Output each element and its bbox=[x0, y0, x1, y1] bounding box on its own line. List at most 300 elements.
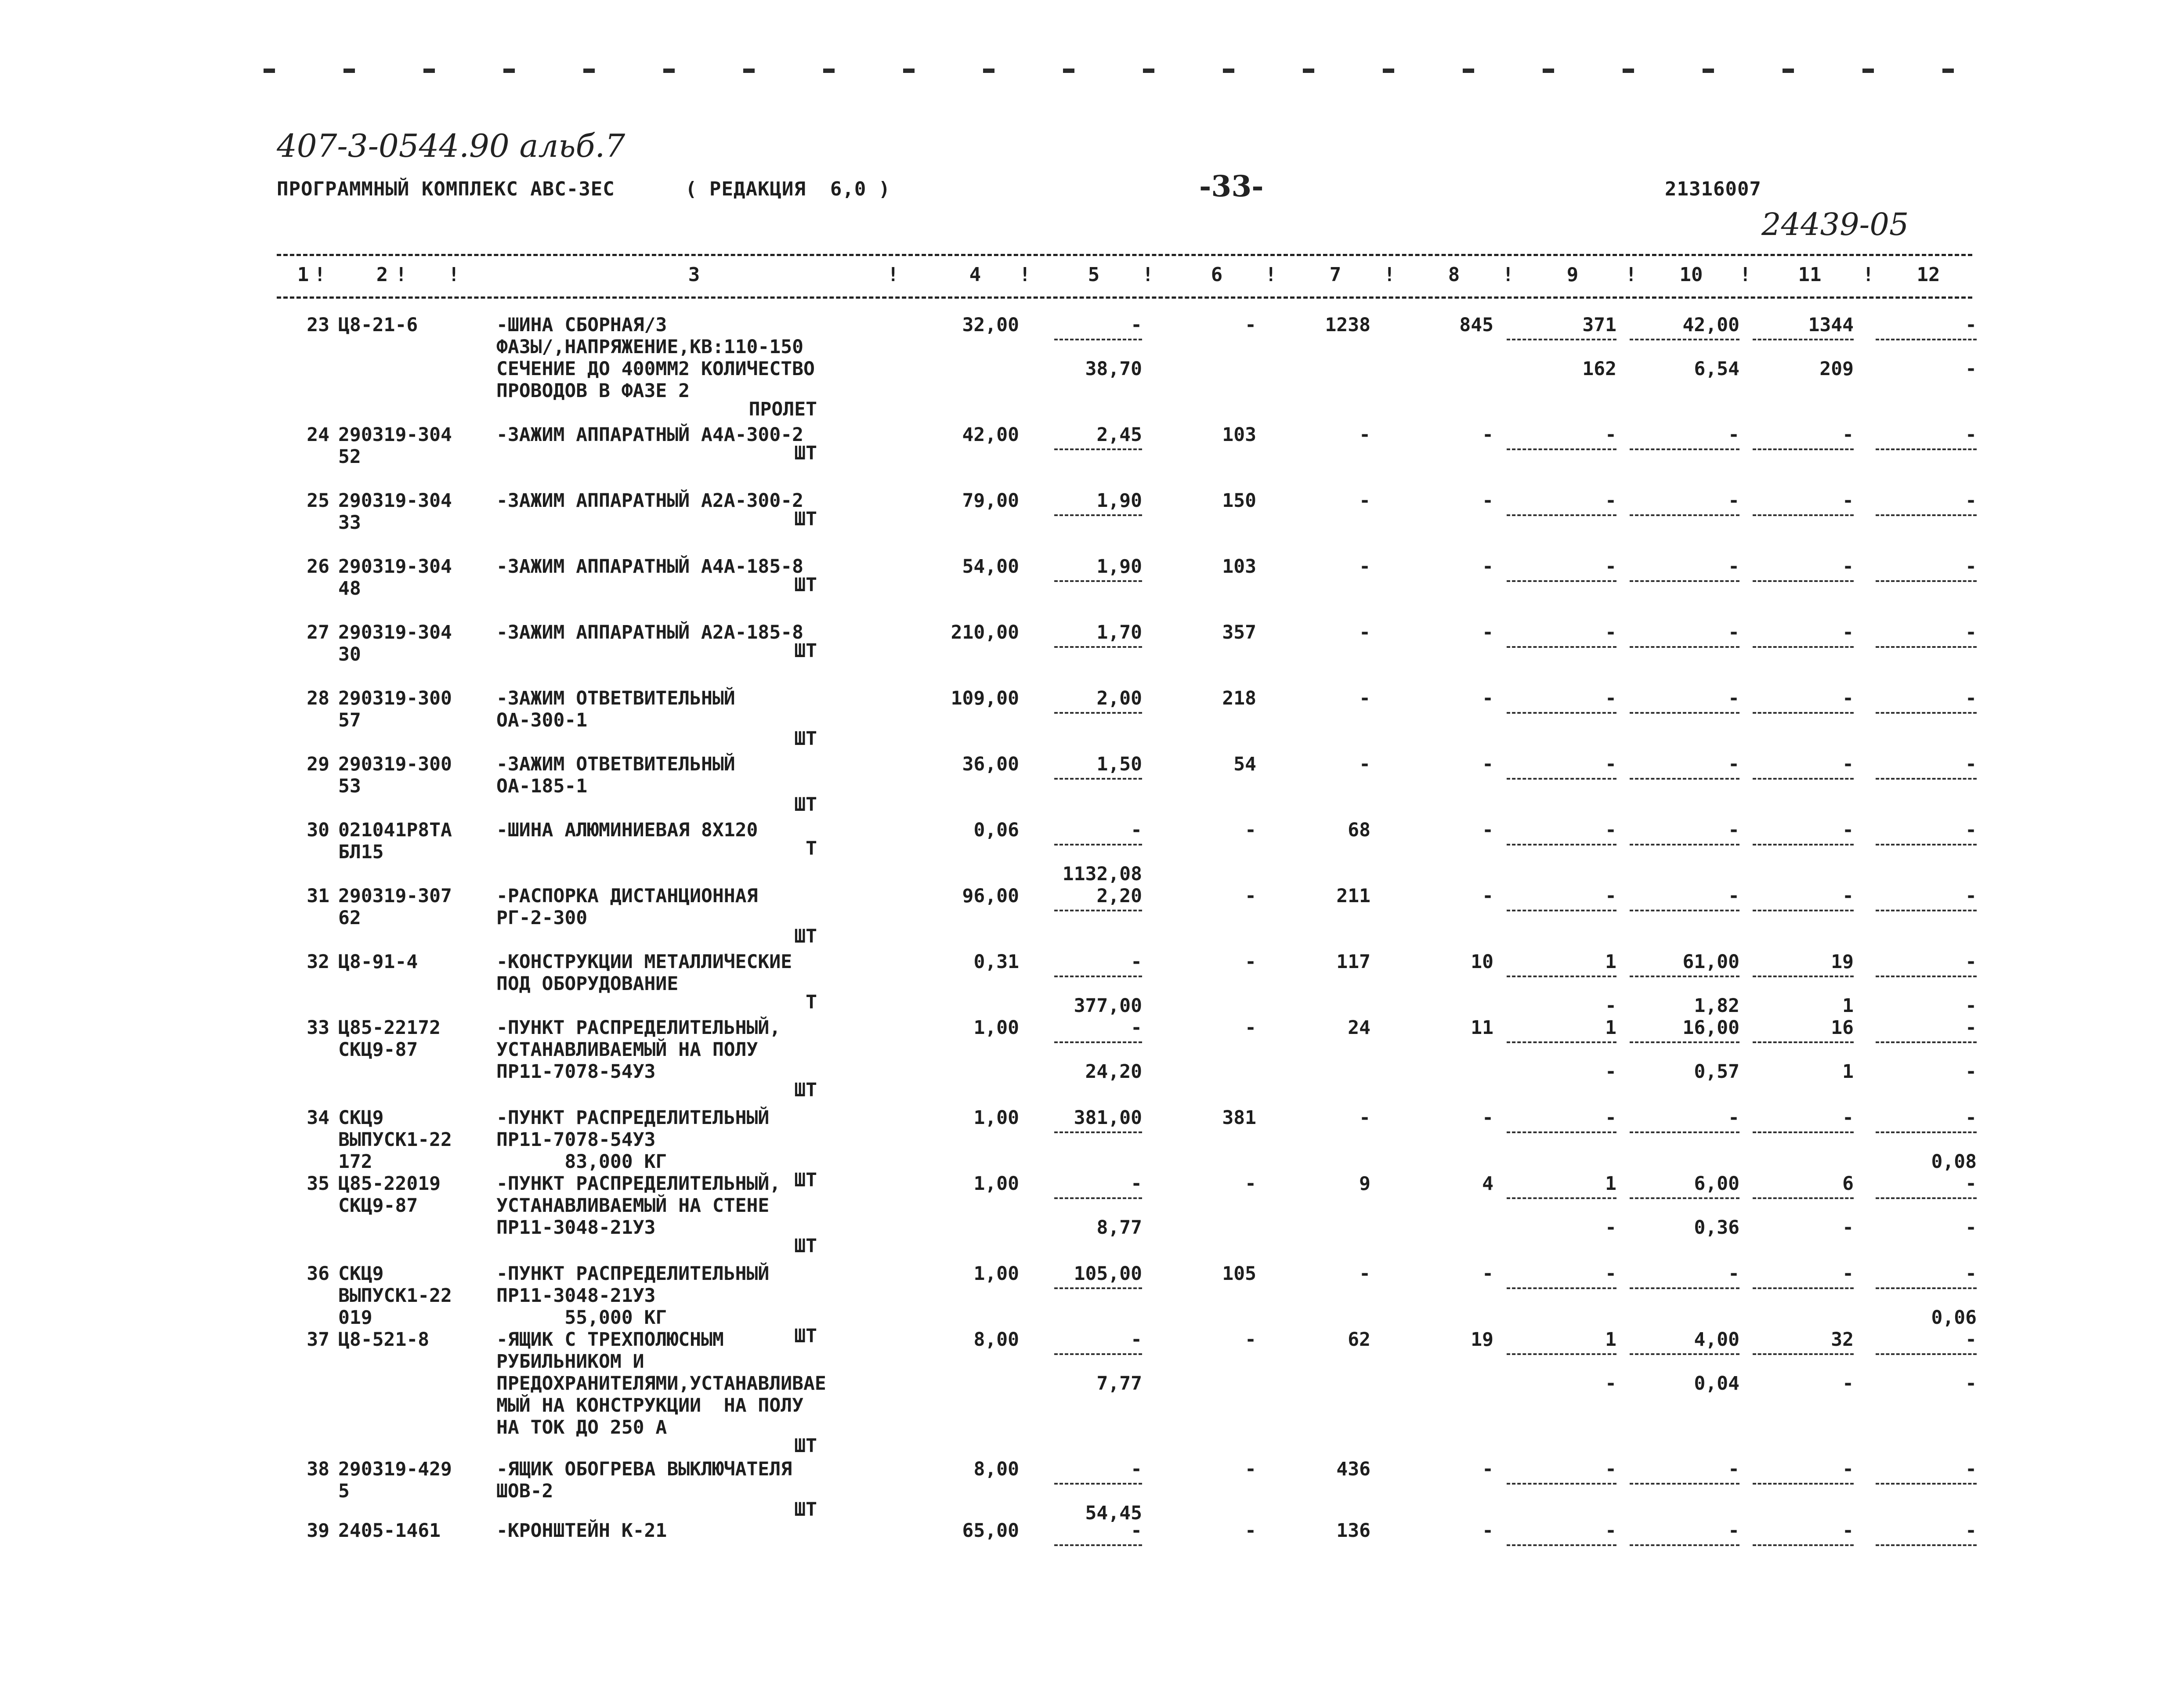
cell-underline bbox=[1507, 1483, 1616, 1485]
value-c6: - bbox=[1245, 1329, 1256, 1351]
value-c9: - bbox=[1605, 753, 1616, 775]
unit-of-measure: ШТ bbox=[794, 794, 817, 816]
item-description: -ЗАЖИМ ОТВЕТВИТЕЛЬНЫЙ bbox=[496, 753, 735, 775]
cell-underline bbox=[1630, 910, 1739, 911]
value-c8: - bbox=[1482, 424, 1493, 446]
edge-mark bbox=[823, 69, 835, 73]
edge-mark bbox=[1303, 69, 1314, 73]
row-number: 24 bbox=[307, 424, 329, 446]
value-c10b: 0,04 bbox=[1694, 1373, 1739, 1395]
cell-underline bbox=[1876, 1041, 1977, 1043]
value-c5b: 8,77 bbox=[1096, 1217, 1142, 1239]
unit-of-measure: ШТ bbox=[794, 442, 817, 464]
value-c12: - bbox=[1965, 1017, 1977, 1039]
value-c8: - bbox=[1482, 687, 1493, 709]
column-header-12: 12 bbox=[1916, 264, 1940, 286]
item-description: -РАСПОРКА ДИСТАНЦИОННАЯ bbox=[496, 885, 758, 907]
value-c4: 109,00 bbox=[951, 687, 1019, 709]
cell-underline bbox=[1507, 910, 1616, 911]
value-c7: - bbox=[1359, 687, 1370, 709]
column-header-11: 11 bbox=[1798, 264, 1822, 286]
edge-mark bbox=[1063, 69, 1074, 73]
value-c4: 65,00 bbox=[962, 1520, 1019, 1542]
item-description: -КРОНШТЕЙН К-21 bbox=[496, 1520, 667, 1542]
column-separator: ! bbox=[1625, 264, 1637, 286]
value-c4: 1,00 bbox=[973, 1263, 1019, 1285]
value-c7: 9 bbox=[1359, 1173, 1370, 1195]
value-c6: 357 bbox=[1222, 622, 1256, 643]
value-c4: 1,00 bbox=[973, 1173, 1019, 1195]
value-c9: - bbox=[1605, 424, 1616, 446]
value-c5: - bbox=[1131, 1017, 1142, 1039]
item-description: -ПУНКТ РАСПРЕДЕЛИТЕЛЬНЫЙ, bbox=[496, 1173, 781, 1195]
item-description: 55,000 КГ bbox=[496, 1307, 667, 1329]
cell-underline bbox=[1507, 339, 1616, 340]
value-c4: 36,00 bbox=[962, 753, 1019, 775]
value-c12: - bbox=[1965, 556, 1977, 578]
cell-underline bbox=[1753, 1131, 1854, 1133]
value-c8: - bbox=[1482, 753, 1493, 775]
cell-underline bbox=[1876, 339, 1977, 340]
cell-underline bbox=[1876, 778, 1977, 780]
value-c10: - bbox=[1728, 753, 1739, 775]
value-c9: - bbox=[1605, 1263, 1616, 1285]
item-description: -ЗАЖИМ АППАРАТНЫЙ А4А-185-8 bbox=[496, 556, 803, 578]
item-code: 53 bbox=[338, 775, 361, 797]
value-c6: - bbox=[1245, 819, 1256, 841]
cell-underline bbox=[1630, 976, 1739, 977]
value-c10: - bbox=[1728, 1107, 1739, 1129]
value-c5b: 1132,08 bbox=[1062, 863, 1142, 885]
value-c4: 42,00 bbox=[962, 424, 1019, 446]
item-code: СКЦ9 bbox=[338, 1263, 384, 1285]
cell-underline bbox=[1753, 910, 1854, 911]
value-c7: 1238 bbox=[1325, 314, 1370, 336]
value-c5: - bbox=[1131, 1173, 1142, 1195]
value-c9b: 162 bbox=[1582, 358, 1616, 380]
cell-underline bbox=[1507, 778, 1616, 780]
column-header-3: 3 bbox=[688, 264, 700, 286]
edge-mark bbox=[1783, 69, 1794, 73]
value-c9: - bbox=[1605, 1520, 1616, 1542]
value-c11: 6 bbox=[1842, 1173, 1854, 1195]
item-description: -ПУНКТ РАСПРЕДЕЛИТЕЛЬНЫЙ bbox=[496, 1107, 770, 1129]
item-description: ПР11-3048-21У3 bbox=[496, 1285, 656, 1307]
cell-underline bbox=[1630, 1131, 1739, 1133]
row-number: 25 bbox=[307, 490, 329, 512]
item-description: -ШИНА АЛЮМИНИЕВАЯ 8Х120 bbox=[496, 819, 758, 841]
item-description: -ПУНКТ РАСПРЕДЕЛИТЕЛЬНЫЙ bbox=[496, 1263, 770, 1285]
value-c8: - bbox=[1482, 1107, 1493, 1129]
cell-underline bbox=[1054, 844, 1142, 846]
column-separator: ! bbox=[1739, 264, 1751, 286]
value-c5: 2,20 bbox=[1096, 885, 1142, 907]
value-c5b: 38,70 bbox=[1085, 358, 1142, 380]
column-separator: ! bbox=[314, 264, 326, 286]
value-c9b: - bbox=[1605, 995, 1616, 1017]
value-c6: 103 bbox=[1222, 424, 1256, 446]
cell-underline bbox=[1876, 1131, 1977, 1133]
item-code: 290319-300 bbox=[338, 687, 452, 709]
cell-underline bbox=[1876, 1483, 1977, 1485]
value-c12b: - bbox=[1965, 1373, 1977, 1395]
value-c4: 210,00 bbox=[951, 622, 1019, 643]
cell-underline bbox=[1876, 448, 1977, 450]
cell-underline bbox=[1630, 1483, 1739, 1485]
value-c11: - bbox=[1842, 1520, 1854, 1542]
value-c12: - bbox=[1965, 1263, 1977, 1285]
item-code: 48 bbox=[338, 578, 361, 600]
item-code: 290319-304 bbox=[338, 424, 452, 446]
handwritten-project-code: 407-3-0544.90 альб.7 bbox=[277, 127, 626, 164]
value-c5: 1,50 bbox=[1096, 753, 1142, 775]
unit-of-measure: Т bbox=[806, 991, 817, 1013]
column-separator: ! bbox=[1502, 264, 1514, 286]
edge-mark bbox=[1862, 69, 1874, 73]
cell-underline bbox=[1876, 1197, 1977, 1199]
value-c4: 8,00 bbox=[973, 1458, 1019, 1480]
value-c6: - bbox=[1245, 1520, 1256, 1542]
cell-underline bbox=[1753, 646, 1854, 648]
value-c7: 68 bbox=[1348, 819, 1370, 841]
value-c10: 16,00 bbox=[1682, 1017, 1739, 1039]
value-c10: - bbox=[1728, 1458, 1739, 1480]
item-description: УСТАНАВЛИВАЕМЫЙ НА ПОЛУ bbox=[496, 1039, 758, 1061]
value-c11: 32 bbox=[1831, 1329, 1854, 1351]
value-c4: 54,00 bbox=[962, 556, 1019, 578]
value-c8: - bbox=[1482, 490, 1493, 512]
item-code: 57 bbox=[338, 709, 361, 731]
value-c8: 19 bbox=[1471, 1329, 1493, 1351]
value-c6: - bbox=[1245, 1173, 1256, 1195]
row-number: 23 bbox=[307, 314, 329, 336]
edition-label: ( РЕДАКЦИЯ 6,0 ) bbox=[685, 178, 891, 200]
item-description: ПР11-7078-54У3 bbox=[496, 1129, 656, 1151]
cell-underline bbox=[1630, 1544, 1739, 1546]
value-c10: 4,00 bbox=[1694, 1329, 1739, 1351]
value-c5: 2,45 bbox=[1096, 424, 1142, 446]
column-separator: ! bbox=[1265, 264, 1277, 286]
value-c7: 62 bbox=[1348, 1329, 1370, 1351]
item-code: Ц85-22172 bbox=[338, 1017, 441, 1039]
value-c12b: - bbox=[1965, 358, 1977, 380]
item-code: 019 bbox=[338, 1307, 372, 1329]
value-c12: - bbox=[1965, 687, 1977, 709]
cell-underline bbox=[1507, 1544, 1616, 1546]
value-c9: - bbox=[1605, 885, 1616, 907]
value-c11b: 1 bbox=[1842, 995, 1854, 1017]
cell-underline bbox=[1753, 1353, 1854, 1355]
value-c5b: 54,45 bbox=[1085, 1502, 1142, 1524]
cell-underline bbox=[1753, 448, 1854, 450]
row-number: 35 bbox=[307, 1173, 329, 1195]
cell-underline bbox=[1054, 448, 1142, 450]
value-c11: - bbox=[1842, 1458, 1854, 1480]
value-c8: - bbox=[1482, 1520, 1493, 1542]
value-c4: 79,00 bbox=[962, 490, 1019, 512]
value-c11: - bbox=[1842, 490, 1854, 512]
unit-of-measure: ШТ bbox=[794, 1499, 817, 1521]
cell-underline bbox=[1630, 1041, 1739, 1043]
document-code: 21316007 bbox=[1665, 178, 1761, 200]
value-c6: 54 bbox=[1233, 753, 1256, 775]
cell-underline bbox=[1753, 778, 1854, 780]
item-code: 52 bbox=[338, 446, 361, 468]
value-c12: - bbox=[1965, 622, 1977, 643]
value-c7: - bbox=[1359, 1107, 1370, 1129]
cell-underline bbox=[1054, 1131, 1142, 1133]
table-header-rule bbox=[277, 296, 1972, 299]
value-c11: - bbox=[1842, 622, 1854, 643]
value-c8: - bbox=[1482, 1263, 1493, 1285]
value-c8: 11 bbox=[1471, 1017, 1493, 1039]
cell-underline bbox=[1753, 339, 1854, 340]
edge-mark bbox=[1463, 69, 1474, 73]
item-description: -ПУНКТ РАСПРЕДЕЛИТЕЛЬНЫЙ, bbox=[496, 1017, 781, 1039]
value-c6: 103 bbox=[1222, 556, 1256, 578]
value-c5: - bbox=[1131, 819, 1142, 841]
item-description: -ЯЩИК ОБОГРЕВА ВЫКЛЮЧАТЕЛЯ bbox=[496, 1458, 792, 1480]
item-code: ВЫПУСК1-22 bbox=[338, 1285, 452, 1307]
item-code: 021041Р8ТА bbox=[338, 819, 452, 841]
unit-of-measure: ШТ bbox=[794, 728, 817, 750]
value-c11: - bbox=[1842, 753, 1854, 775]
value-c10: - bbox=[1728, 687, 1739, 709]
column-separator: ! bbox=[448, 264, 460, 286]
edge-mark bbox=[1223, 69, 1234, 73]
edge-mark bbox=[983, 69, 994, 73]
cell-underline bbox=[1630, 580, 1739, 582]
row-number: 26 bbox=[307, 556, 329, 578]
edge-mark bbox=[344, 69, 355, 73]
item-description: ОА-185-1 bbox=[496, 775, 588, 797]
value-c9: 1 bbox=[1605, 951, 1616, 973]
value-c12: - bbox=[1965, 1107, 1977, 1129]
value-c12: - bbox=[1965, 1329, 1977, 1351]
value-c7: 117 bbox=[1336, 951, 1370, 973]
column-header-8: 8 bbox=[1448, 264, 1460, 286]
value-c6: 105 bbox=[1222, 1263, 1256, 1285]
cell-underline bbox=[1507, 646, 1616, 648]
item-description: -ЯЩИК С ТРЕХПОЛЮСНЫМ bbox=[496, 1329, 724, 1351]
edge-mark bbox=[583, 69, 595, 73]
value-c12: - bbox=[1965, 314, 1977, 336]
value-c12: - bbox=[1965, 1520, 1977, 1542]
unit-of-measure: ШТ bbox=[794, 640, 817, 662]
column-header-2: 2 bbox=[376, 264, 388, 286]
item-description: МЫЙ НА КОНСТРУКЦИИ НА ПОЛУ bbox=[496, 1395, 803, 1417]
cell-underline bbox=[1507, 844, 1616, 846]
edge-mark bbox=[1543, 69, 1554, 73]
value-c9b: - bbox=[1605, 1373, 1616, 1395]
value-c11b: 1 bbox=[1842, 1061, 1854, 1083]
cell-underline bbox=[1753, 976, 1854, 977]
item-code: БЛ15 bbox=[338, 841, 384, 863]
item-code: 30 bbox=[338, 643, 361, 665]
edge-mark bbox=[503, 69, 515, 73]
row-number: 28 bbox=[307, 687, 329, 709]
item-code: Ц8-521-8 bbox=[338, 1329, 430, 1351]
value-c6: 218 bbox=[1222, 687, 1256, 709]
item-code: 290319-307 bbox=[338, 885, 452, 907]
cell-underline bbox=[1054, 1041, 1142, 1043]
value-c11b: 209 bbox=[1819, 358, 1854, 380]
item-description: НА ТОК ДО 250 А bbox=[496, 1417, 667, 1438]
value-c5: - bbox=[1131, 1520, 1142, 1542]
item-code: 290319-304 bbox=[338, 490, 452, 512]
cell-underline bbox=[1876, 910, 1977, 911]
item-code: 62 bbox=[338, 907, 361, 929]
unit-of-measure: ШТ bbox=[794, 574, 817, 596]
cell-underline bbox=[1054, 1287, 1142, 1289]
cell-underline bbox=[1753, 1287, 1854, 1289]
edge-mark bbox=[1703, 69, 1714, 73]
value-c7: - bbox=[1359, 753, 1370, 775]
cell-underline bbox=[1054, 910, 1142, 911]
cell-underline bbox=[1753, 1483, 1854, 1485]
value-c9: 1 bbox=[1605, 1329, 1616, 1351]
row-number: 36 bbox=[307, 1263, 329, 1285]
item-description: ПРОВОДОВ В ФАЗЕ 2 bbox=[496, 380, 690, 402]
value-c5: 2,00 bbox=[1096, 687, 1142, 709]
value-c5: 381,00 bbox=[1074, 1107, 1142, 1129]
page-number: -33- bbox=[1199, 169, 1264, 203]
value-c12b: - bbox=[1965, 1061, 1977, 1083]
cell-underline bbox=[1054, 976, 1142, 977]
value-c6: 150 bbox=[1222, 490, 1256, 512]
row-number: 37 bbox=[307, 1329, 329, 1351]
value-c4: 0,06 bbox=[973, 819, 1019, 841]
value-c5b: 377,00 bbox=[1074, 995, 1142, 1017]
value-c8: - bbox=[1482, 556, 1493, 578]
cell-underline bbox=[1507, 1041, 1616, 1043]
item-code: СКЦ9-87 bbox=[338, 1195, 418, 1217]
value-c4: 1,00 bbox=[973, 1107, 1019, 1129]
item-description: -ЗАЖИМ ОТВЕТВИТЕЛЬНЫЙ bbox=[496, 687, 735, 709]
item-code: 2405-1461 bbox=[338, 1520, 441, 1542]
value-c12b: - bbox=[1965, 1217, 1977, 1239]
cell-underline bbox=[1753, 1544, 1854, 1546]
column-header-1: 1 bbox=[297, 264, 309, 286]
value-c9: 1 bbox=[1605, 1017, 1616, 1039]
value-c11: 1344 bbox=[1808, 314, 1854, 336]
value-c6: - bbox=[1245, 885, 1256, 907]
value-c12: - bbox=[1965, 424, 1977, 446]
unit-of-measure: ШТ bbox=[794, 1435, 817, 1457]
item-description: ПР11-7078-54У3 bbox=[496, 1061, 656, 1083]
row-number: 34 bbox=[307, 1107, 329, 1129]
value-c11: - bbox=[1842, 1263, 1854, 1285]
edge-mark bbox=[903, 69, 915, 73]
edge-mark bbox=[1623, 69, 1634, 73]
cell-underline bbox=[1630, 514, 1739, 516]
cell-underline bbox=[1630, 448, 1739, 450]
value-c10: - bbox=[1728, 556, 1739, 578]
value-c6: - bbox=[1245, 314, 1256, 336]
value-c6: - bbox=[1245, 951, 1256, 973]
value-c9: 1 bbox=[1605, 1173, 1616, 1195]
value-c10: - bbox=[1728, 1520, 1739, 1542]
unit-of-measure: ШТ bbox=[794, 1325, 817, 1347]
value-c9: - bbox=[1605, 556, 1616, 578]
item-description: ОА-300-1 bbox=[496, 709, 588, 731]
row-number: 31 bbox=[307, 885, 329, 907]
value-c10: - bbox=[1728, 819, 1739, 841]
value-c10: 42,00 bbox=[1682, 314, 1739, 336]
value-c9: - bbox=[1605, 1458, 1616, 1480]
column-header-10: 10 bbox=[1679, 264, 1703, 286]
value-c8: - bbox=[1482, 1458, 1493, 1480]
column-header-6: 6 bbox=[1211, 264, 1223, 286]
cell-underline bbox=[1507, 1287, 1616, 1289]
value-c4: 1,00 bbox=[973, 1017, 1019, 1039]
item-description: -КОНСТРУКЦИИ МЕТАЛЛИЧЕСКИЕ bbox=[496, 951, 792, 973]
cell-underline bbox=[1876, 646, 1977, 648]
value-c11b: - bbox=[1842, 1373, 1854, 1395]
cell-underline bbox=[1054, 580, 1142, 582]
cell-underline bbox=[1507, 712, 1616, 714]
value-c5: - bbox=[1131, 951, 1142, 973]
edge-mark bbox=[1143, 69, 1154, 73]
value-c7: 24 bbox=[1348, 1017, 1370, 1039]
row-number: 30 bbox=[307, 819, 329, 841]
cell-underline bbox=[1054, 646, 1142, 648]
item-code: 172 bbox=[338, 1151, 372, 1173]
row-number: 33 bbox=[307, 1017, 329, 1039]
value-c5: 1,70 bbox=[1096, 622, 1142, 643]
item-description: -ЗАЖИМ АППАРАТНЫЙ А2А-300-2 bbox=[496, 490, 803, 512]
value-c12: - bbox=[1965, 885, 1977, 907]
value-c5: 1,90 bbox=[1096, 556, 1142, 578]
column-separator: ! bbox=[887, 264, 899, 286]
cell-underline bbox=[1753, 712, 1854, 714]
value-c12: - bbox=[1965, 1173, 1977, 1195]
program-title: ПРОГРАММНЫЙ КОМПЛЕКС АВС-3ЕС bbox=[277, 178, 615, 200]
edge-mark bbox=[1942, 69, 1954, 73]
value-c11: 19 bbox=[1831, 951, 1854, 973]
value-c5b: 7,77 bbox=[1096, 1373, 1142, 1395]
value-c4: 8,00 bbox=[973, 1329, 1019, 1351]
value-c9: - bbox=[1605, 1107, 1616, 1129]
value-c12: - bbox=[1965, 1458, 1977, 1480]
unit-of-measure: ШТ bbox=[794, 925, 817, 947]
value-c8: 4 bbox=[1482, 1173, 1493, 1195]
value-c12b: 0,08 bbox=[1931, 1151, 1977, 1173]
column-header-7: 7 bbox=[1329, 264, 1341, 286]
value-c5: - bbox=[1131, 1458, 1142, 1480]
item-description: РГ-2-300 bbox=[496, 907, 588, 929]
value-c4: 0,31 bbox=[973, 951, 1019, 973]
cell-underline bbox=[1753, 580, 1854, 582]
item-code: Ц8-21-6 bbox=[338, 314, 418, 336]
item-description: -ЗАЖИМ АППАРАТНЫЙ А4А-300-2 bbox=[496, 424, 803, 446]
cell-underline bbox=[1876, 1544, 1977, 1546]
value-c11b: - bbox=[1842, 1217, 1854, 1239]
value-c8: - bbox=[1482, 819, 1493, 841]
value-c7: - bbox=[1359, 1263, 1370, 1285]
value-c9b: - bbox=[1605, 1217, 1616, 1239]
item-code: 290319-429 bbox=[338, 1458, 452, 1480]
cell-underline bbox=[1630, 1353, 1739, 1355]
item-description: -ЗАЖИМ АППАРАТНЫЙ А2А-185-8 bbox=[496, 622, 803, 643]
column-separator: ! bbox=[395, 264, 407, 286]
cell-underline bbox=[1753, 514, 1854, 516]
value-c10: 61,00 bbox=[1682, 951, 1739, 973]
edge-mark bbox=[1383, 69, 1394, 73]
value-c9: - bbox=[1605, 490, 1616, 512]
item-description: ПРЕДОХРАНИТЕЛЯМИ,УСТАНАВЛИВАЕ bbox=[496, 1373, 826, 1395]
item-description: 83,000 КГ bbox=[496, 1151, 667, 1173]
